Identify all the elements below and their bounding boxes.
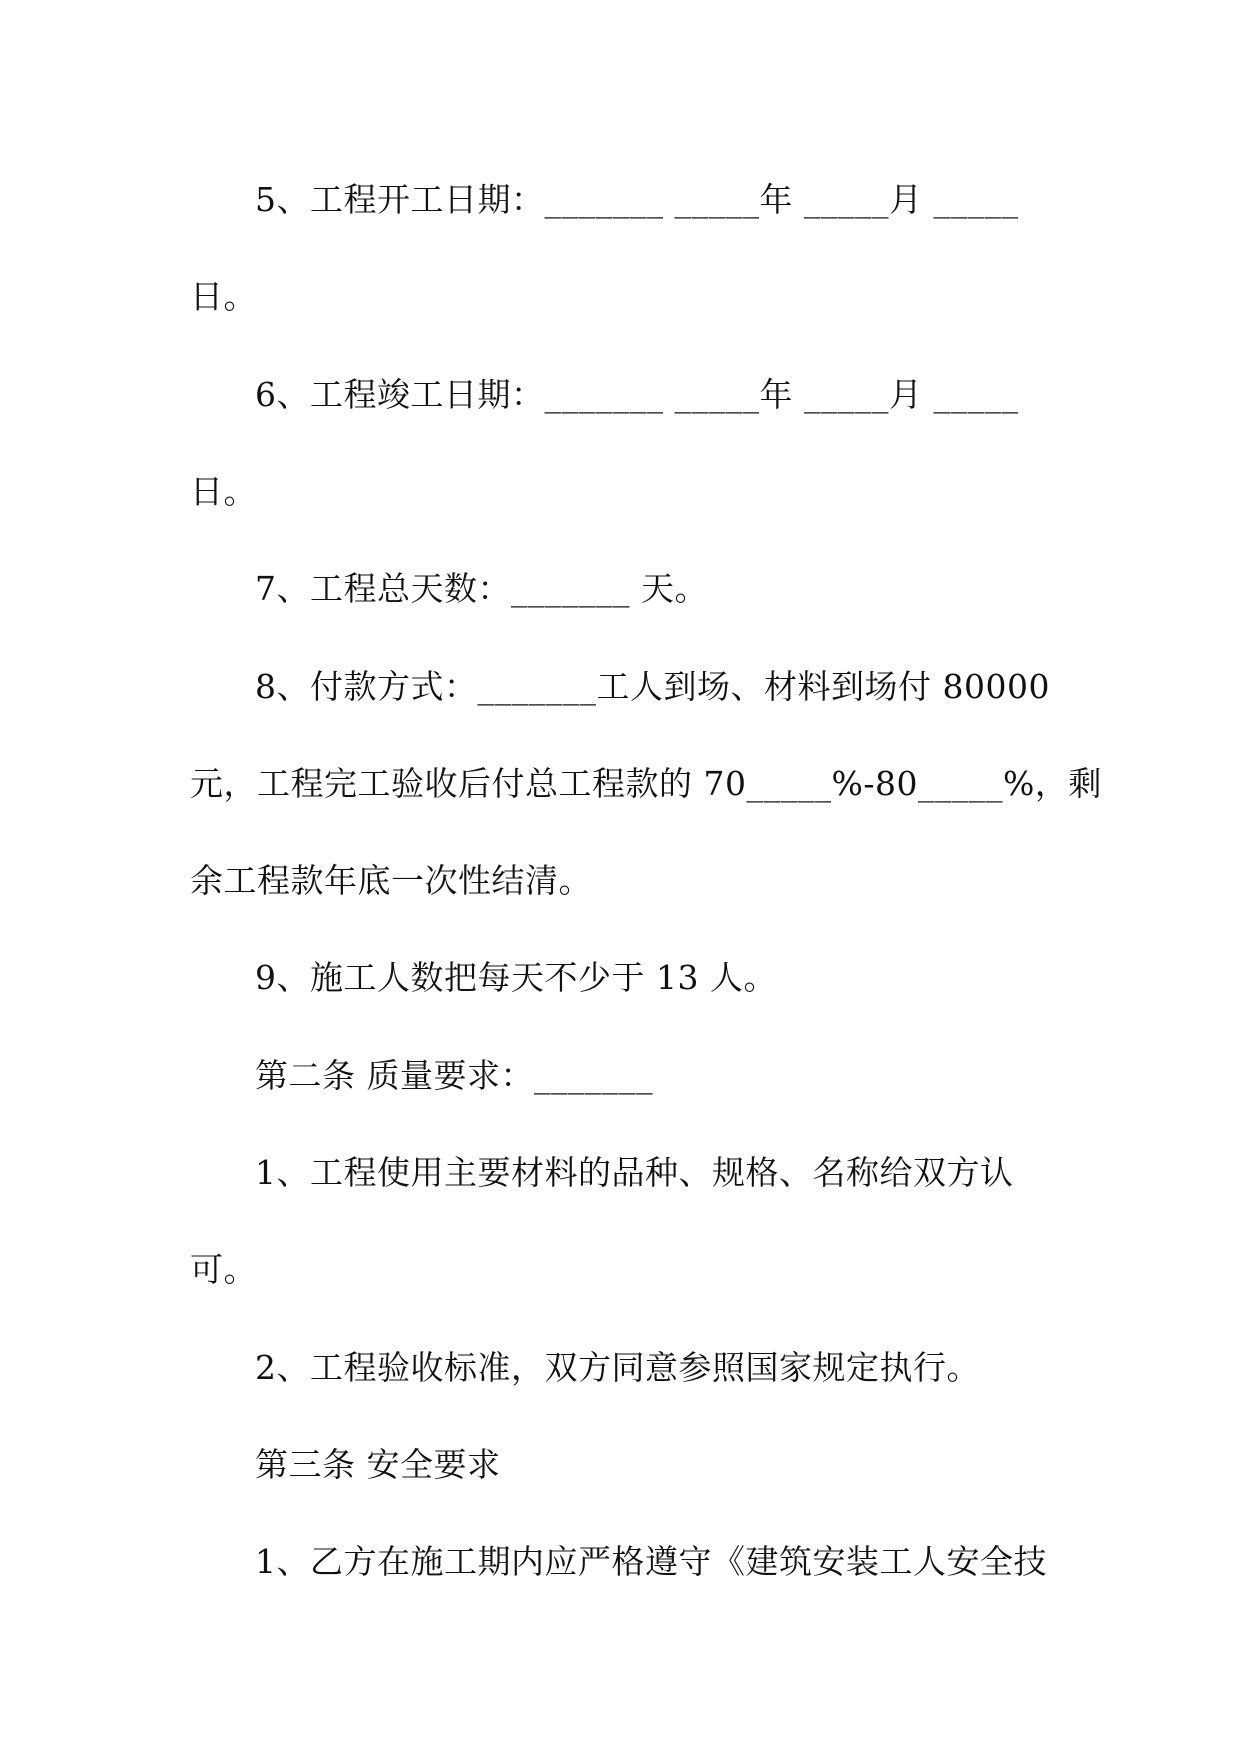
text-line: 7、工程总天数：_______ 天。 [255, 569, 708, 608]
text-line: 1、工程使用主要材料的品种、规格、名称给双方认 [255, 1153, 1014, 1192]
text-line: 8、付款方式：_______工人到场、材料到场付 80000 [255, 667, 1050, 706]
text-line: 日。 [190, 277, 257, 316]
text-line: 6、工程竣工日期：_______ _____年 _____月 _____ [255, 375, 1019, 414]
section-heading: 第三条 安全要求 [255, 1445, 501, 1484]
text-line: 余工程款年底一次性结清。 [190, 861, 592, 900]
text-line: 2、工程验收标准，双方同意参照国家规定执行。 [255, 1348, 980, 1387]
text-line: 9、施工人数把每天不少于 13 人。 [255, 958, 777, 997]
text-line: 元，工程完工验收后付总工程款的 70_____%-80_____%，剩 [190, 764, 1102, 803]
text-line: 可。 [190, 1250, 257, 1289]
text-line: 5、工程开工日期：_______ _____年 _____月 _____ [255, 180, 1019, 219]
section-heading: 第二条 质量要求：_______ [255, 1056, 653, 1095]
text-line: 1、乙方在施工期内应严格遵守《建筑安装工人安全技 [255, 1542, 1047, 1581]
text-line: 日。 [190, 472, 257, 511]
